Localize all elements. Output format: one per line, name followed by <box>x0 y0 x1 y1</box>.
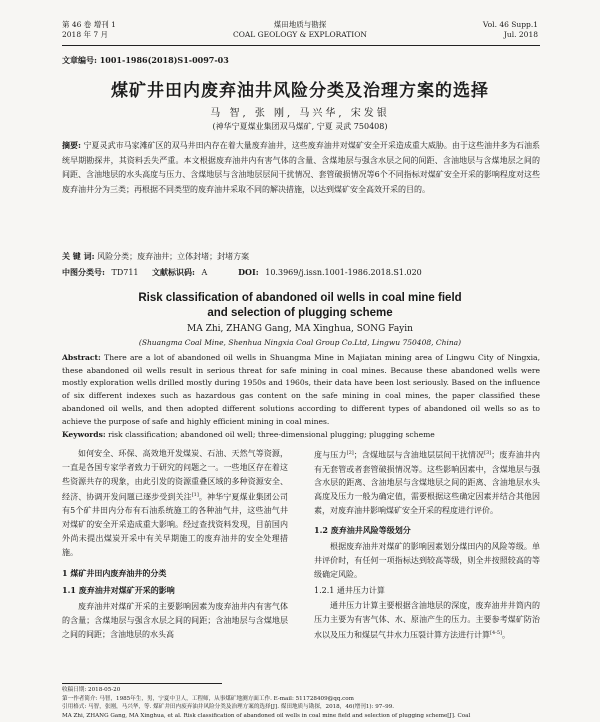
section-1-2-paragraph: 根据废弃油井对煤矿的影响因素划分煤田内的风险等级。单井评价时，有任何一项指标达到较高等级，则全井按照较高的等级确定风险。 <box>314 542 540 579</box>
abstract-chinese <box>62 138 540 197</box>
affiliation-chinese: (神华宁夏煤业集团双马煤矿, 宁夏 灵武 750408) <box>212 122 388 131</box>
header-rule <box>62 45 540 46</box>
keywords-chinese <box>62 251 540 262</box>
intro-text-cont: 。神华宁夏煤业集团公司有5个矿井田内分布有石油系统施工的各种油气井，这些油气井对煤矿的安全开采造成重大影响。经过查找资料发现，目前国内外尚未提出煤炭开采中有关早期施工的废弃油井的安全处理措施。 <box>62 492 289 557</box>
continued-paragraph <box>314 447 540 518</box>
citation-4-5: [4-5] <box>490 629 502 636</box>
clc-label: 中图分类号: <box>62 267 105 277</box>
keywords-text-cn: 风险分类；废弃油井；立体封堵；封堵方案 <box>97 252 250 261</box>
keywords-text-en: risk classification; abandoned oil well; three-dimensional plugging; plugging scheme <box>108 430 435 439</box>
abstract-label-cn: 摘要: <box>62 140 81 150</box>
volume-cn: 第 46 卷 增刊 1 <box>62 20 116 29</box>
subsection-heading-1-1: 1.1 废弃油井对煤矿开采的影响 <box>62 584 175 595</box>
section-1-2-1-paragraph <box>314 599 540 642</box>
classification-row <box>62 267 540 278</box>
journal-name-en: COAL GEOLOGY & EXPLORATION <box>233 30 367 39</box>
doi-value: 10.3969/j.issn.1001-1986.2018.S1.020 <box>265 268 422 277</box>
volume-en: Vol. 46 Supp.1 <box>482 20 538 29</box>
abstract-text-cn: 宁夏灵武市马家滩矿区的双马井田内存在着大量废弃油井，这些废弃油井对煤矿安全开采造成重大威胁。由于这些油井多为石油系统早期勘探井，其资料丢失严重。本文根据废弃油井内有害气体的含量、含煤地层与强含水层之间的间距、含油地层与含煤地层之间的间距、含油地层的水头高度与压力、含煤地层与含油地层层间干扰情况、套管破损情况等6个不同指标对煤矿安全开采的影响程度对这些废弃油井分为三类；再根据不同类型的废弃油井采取不同的解决措施，以达到煤矿安全高效开采的目的。 <box>62 141 541 194</box>
section-1-1-paragraph: 废弃油井对煤矿开采的主要影响因素为废弃油井内有害气体的含量；含煤地层与强含水层之间的间距；含油地层与含煤地层之间的间距；含油地层的水头高 <box>62 601 288 639</box>
header-right <box>483 20 538 40</box>
keywords-label-en: Keywords: <box>62 430 106 439</box>
received-date: 收稿日期: 2018-05-20 <box>62 687 121 693</box>
article-number: 文章编号: 1001-1986(2018)S1-0097-03 <box>62 55 229 65</box>
abstract-english <box>62 352 540 428</box>
abstract-label-en: Abstract: <box>62 353 101 362</box>
doc-code-label: 文献标识码: <box>152 267 195 277</box>
date-en: Jul. 2018 <box>503 30 538 39</box>
citation-1: [1] <box>191 491 199 498</box>
intro-paragraph <box>62 447 288 560</box>
authors-chinese: 马 智, 张 刚, 马兴华, 宋发银 <box>210 108 390 119</box>
section-heading-1: 1 煤矿井田内废弃油井的分类 <box>62 567 167 578</box>
section-1-2-1-end: 。 <box>501 630 510 640</box>
doi-label: DOI: <box>238 267 259 277</box>
abstract-text-en: There are a lot of abandoned oil wells in Shuangma Mine in Majiatan mining area of Lingwu City of Ningxia, these abandoned oil wells result in serious threat for safe mining in coal mines. Because these abandoned wells were mostly exploration wells drilled mostly during 1950s and 1960s, their data have been lost seriously. Based on the influence of six different indexes such as hazardous gas content on the safe mining in coal mines, the paper classified these abandoned oil wells, and then adopted different solutions according to different types of abandoned oil wells so as to achieve the purpose of safe and highly efficient mining in coal mines. <box>62 353 540 426</box>
citation-format-cn: 引用格式: 马智，张刚，马兴华，等. 煤矿井田内废弃油井风险分类及治理方案的选择[J]. 煤田地质与勘探，2018，46(增刊1): 97–99. <box>62 704 395 710</box>
title-chinese: 煤矿井田内废弃油井风险分类及治理方案的选择 <box>111 81 489 101</box>
subsubsection-heading-1-2-1: 1.2.1 通井压力计算 <box>314 585 385 595</box>
citation-2: [2] <box>346 450 354 456</box>
journal-name-cn: 煤田地质与勘探 <box>273 20 327 29</box>
keywords-english <box>62 430 540 439</box>
footnote-rule <box>62 683 222 684</box>
keywords-label-cn: 关 键 词: <box>62 251 95 261</box>
citation-3: [3] <box>484 450 492 456</box>
author-bio: 第一作者简介: 马智，1985年生，男，宁夏中卫人，工程师，从事煤矿地测方面工作. E-mail: 511728409@qq.com <box>62 695 354 702</box>
continued-text-b: ；含煤地层与含油地层层间干扰情况 <box>353 450 485 460</box>
citation-format-en: MA Zhi, ZHANG Gang, MA Xinghua, et al. Risk classification of abandoned oil wells in coal mine field and selection of plugging scheme[J]. Coal <box>62 712 471 719</box>
title-english-text: Risk classification of abandoned oil wells in coal mine field and selection of plugging scheme <box>138 292 462 319</box>
doc-code: A <box>201 268 208 277</box>
continued-text-c: ；废弃油井内有无套管或者套管破损情况等。这些影响因素中，含煤地层与强含水层的距离、含油地层与含煤地层之间的距离、含油地层水头高度及压力一般为确定值，需要根据这些确定因素并结合其他因素，对废弃油井影响煤矿安全开采的程度进行评价。 <box>314 450 541 516</box>
body-column-left <box>62 447 288 641</box>
clc-code: TD711 <box>111 268 139 277</box>
intro-text: 如何安全、环保、高效地开发煤炭、石油、天然气等资源，一直是各国专家学者致力于研究的问题之一。一些地区存在着这些资源共存的现象，由此引发的资源重叠区域的多种资源安全、经济、协调开发问题已逐步受到关注 <box>62 449 288 502</box>
body-column-right <box>314 447 540 642</box>
authors-english: MA Zhi, ZHANG Gang, MA Xinghua, SONG Fayin <box>187 324 413 334</box>
section-1-2-1-text: 通井压力计算主要根据含油地层的深度，废弃油井井筒内的压力主要为有害气体、水、原油产生的压力。主要参考煤矿防治水以及压力和煤层气井水力压裂计算方法进行计算 <box>314 600 540 640</box>
footnote <box>62 686 540 720</box>
continued-text-a: 度与压力 <box>314 450 347 460</box>
subsection-heading-1-2: 1.2 废弃油井风险等级划分 <box>314 525 411 536</box>
title-english <box>0 291 600 321</box>
affiliation-english: (Shuangma Coal Mine, Shenhua Ningxia Coal Group Co.Ltd, Lingwu 750408, China) <box>138 338 462 347</box>
date-cn: 2018 年 7 月 <box>62 30 109 39</box>
